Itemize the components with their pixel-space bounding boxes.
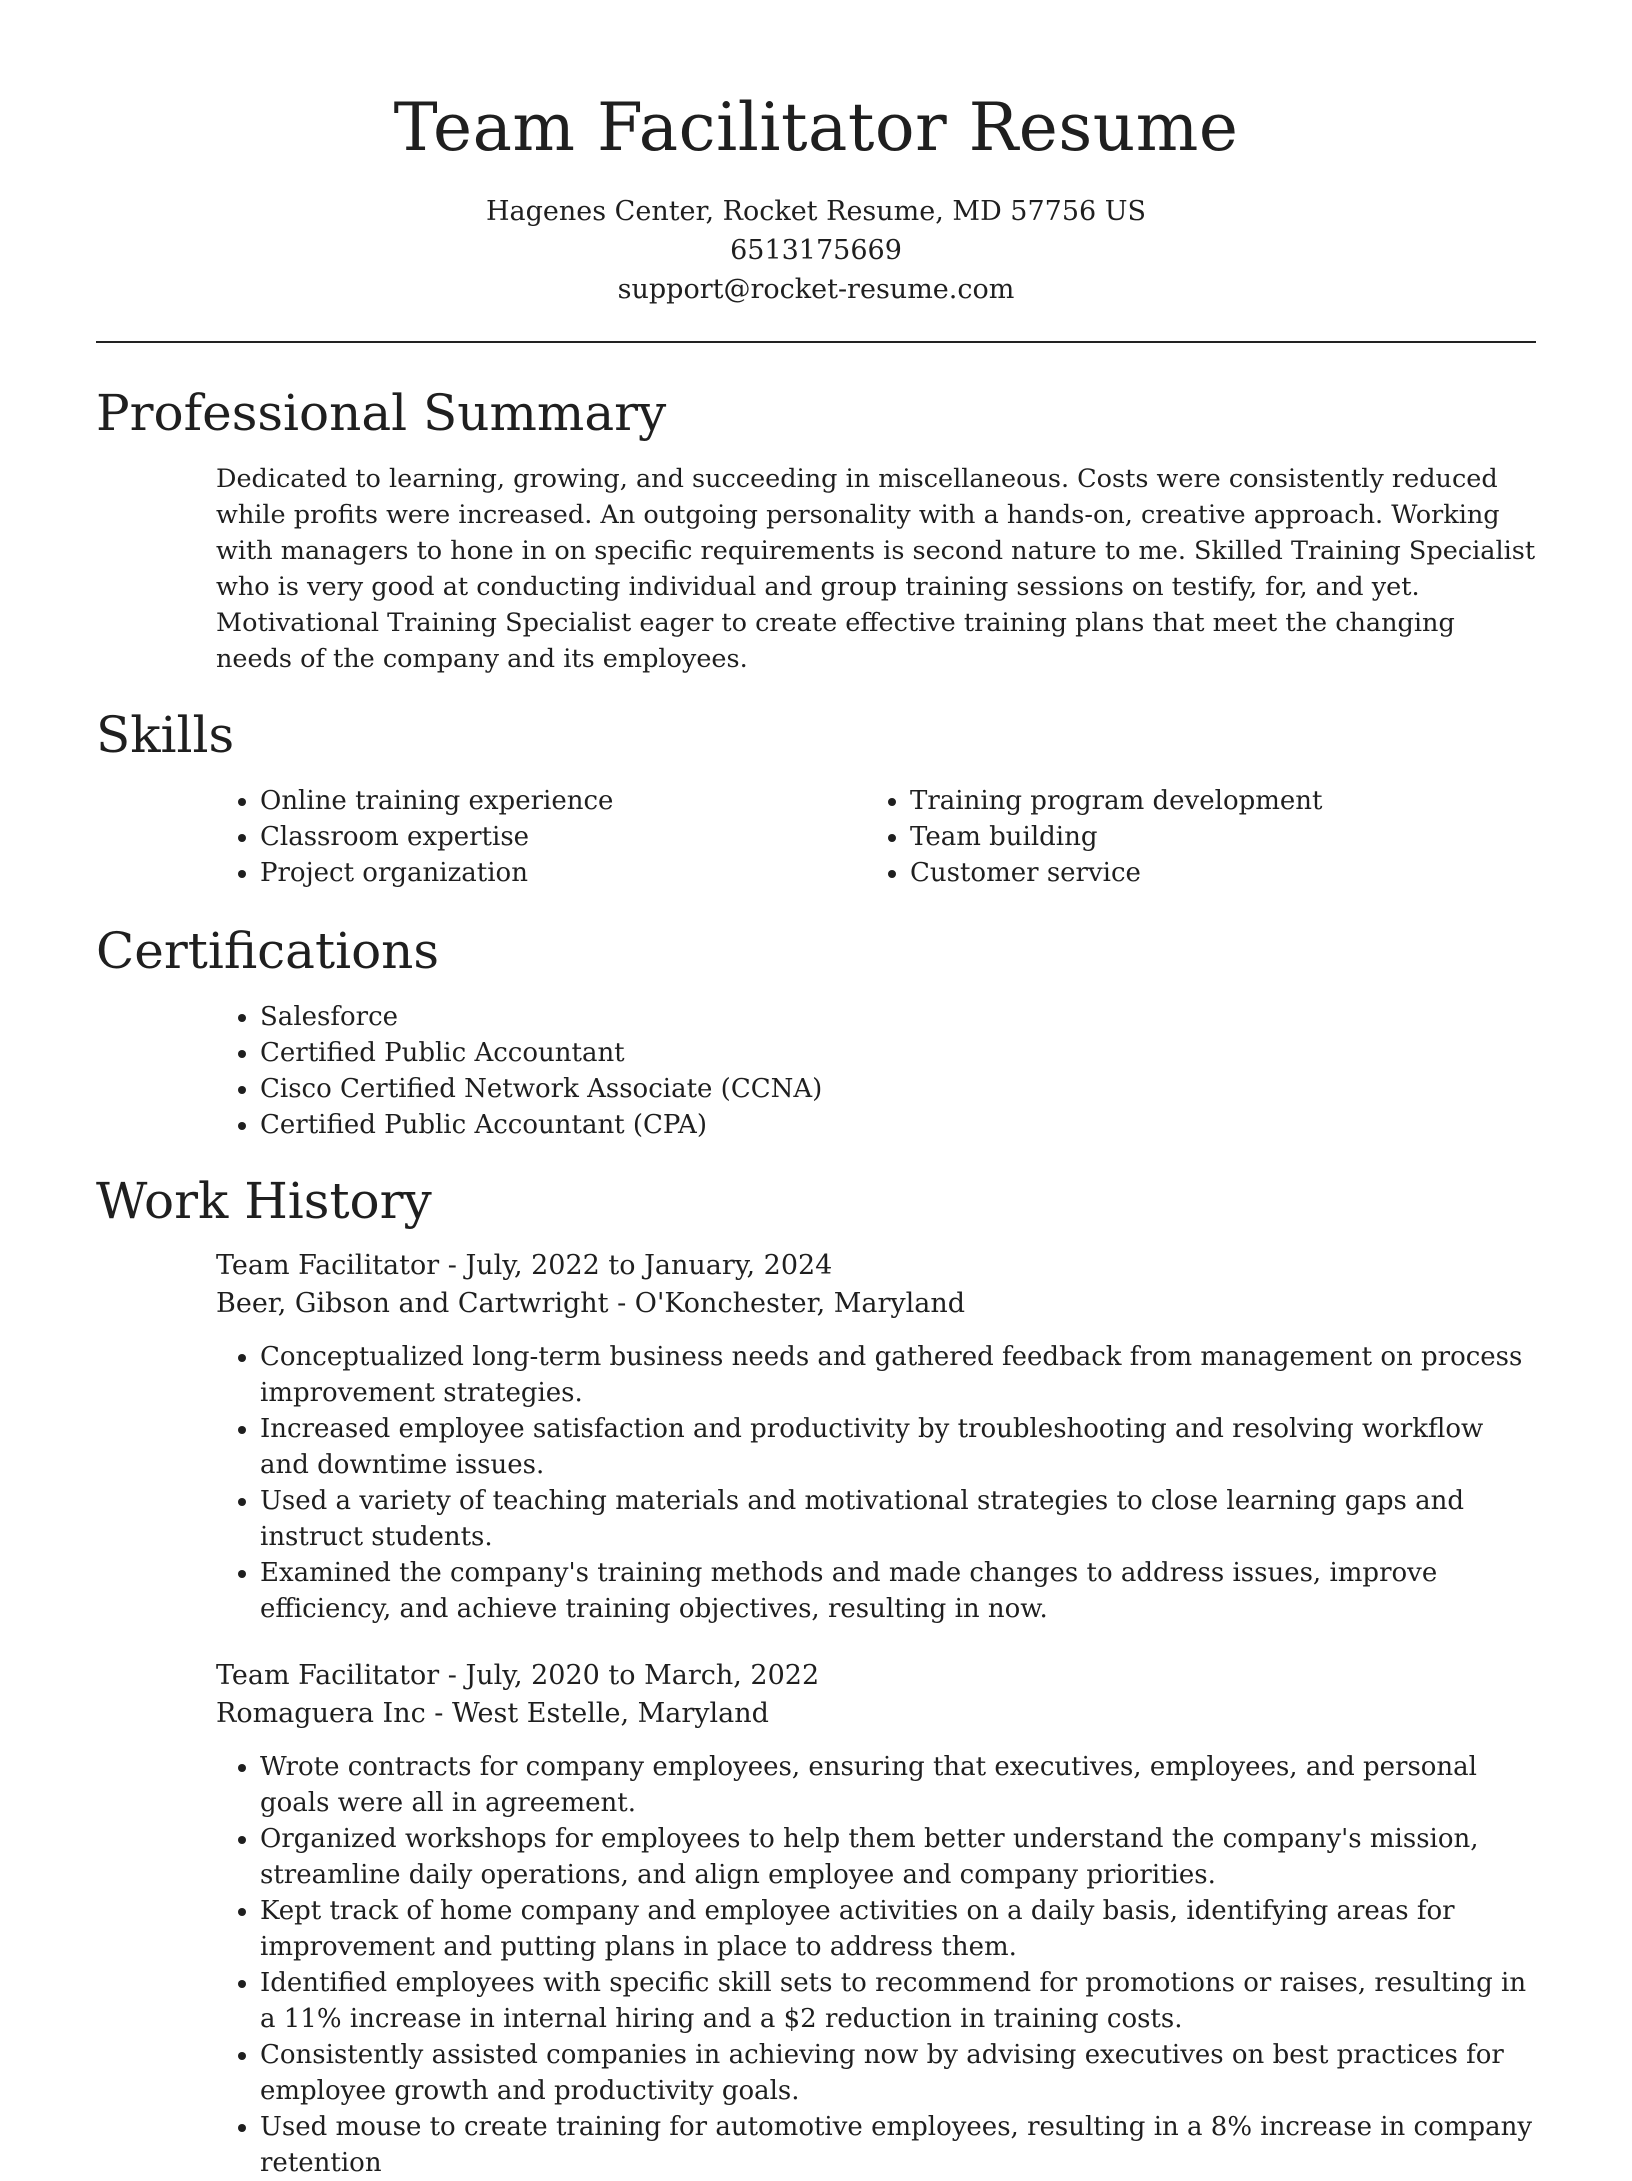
job-bullet: • Identified employees with specific skill sets to recommend for promotions or raises, resulting in a 11% increase in internal hiring and a $2 reduction in training costs. [260, 1965, 1536, 2037]
certification-item: • Certified Public Accountant (CPA) [260, 1107, 1536, 1143]
job-entry [96, 1657, 1536, 2181]
job-entry [96, 1247, 1536, 1627]
skills-section [96, 703, 1536, 891]
job-bullet: • Organized workshops for employees to help them better understand the company's mission, streamline daily operations, and align employee and company priorities. [260, 1821, 1536, 1893]
skill-item: • Customer service [910, 855, 1536, 891]
job-bullet: • Used a variety of teaching materials and motivational strategies to close learning gaps and instruct students. [260, 1483, 1536, 1555]
skill-item: • Classroom expertise [260, 819, 886, 855]
certification-item: • Certified Public Accountant [260, 1035, 1536, 1071]
skill-item: • Team building [910, 819, 1536, 855]
job-bullet: • Consistently assisted companies in achieving now by advising executives on best practices for employee growth and productivity goals. [260, 2037, 1536, 2109]
job-bullet: • Conceptualized long-term business needs and gathered feedback from management on process improvement strategies. [260, 1339, 1536, 1411]
skill-item: • Project organization [260, 855, 886, 891]
work-history-section [96, 1169, 1536, 2181]
skills-heading: Skills [96, 706, 235, 764]
address-text: Hagenes Center, Rocket Resume, MD 57756 US [485, 196, 1147, 227]
certifications-section [96, 919, 1536, 1143]
email-text: support@rocket-resume.com [617, 274, 1015, 305]
skills-grid [96, 783, 1536, 891]
resume-header [96, 0, 1536, 309]
job-bullet: • Kept track of home company and employee activities on a daily basis, identifying areas for improvement and putting plans in place to address them. [260, 1893, 1536, 1965]
skill-item: • Online training experience [260, 783, 886, 819]
resume-page [96, 0, 1536, 2181]
certifications-heading: Certifications [96, 922, 440, 980]
job-bullet: • Used mouse to create training for automotive employees, resulting in a 8% increase in company retention [260, 2109, 1536, 2181]
job-company-location: Beer, Gibson and Cartwright - O'Konchester, Maryland [216, 1288, 966, 1319]
summary-text: Dedicated to learning, growing, and succeeding in miscellaneous. Costs were consistently reduced while profits were increased. An outgoing personality with a hands-on, creative approach. Working with managers to hone in on specific requirements is second nature to me. Skilled Training Specialist who is very good at conducting individual and group training sessions on testify, for, and yet. Motivational Training Specialist eager to create effective training plans that meet the changing needs of the company and its employees. [216, 464, 1536, 674]
certification-item: • Salesforce [260, 999, 1536, 1035]
job-company-location: Romaguera Inc - West Estelle, Maryland [216, 1698, 769, 1729]
page-title: Team Facilitator Resume [393, 89, 1239, 166]
skills-list-left [96, 783, 886, 891]
job-bullet: • Wrote contracts for company employees, ensuring that executives, employees, and personal goals were all in agreement. [260, 1749, 1536, 1821]
summary-heading: Professional Summary [96, 384, 667, 442]
phone-text: 6513175669 [730, 235, 902, 266]
job-bullet: • Increased employee satisfaction and productivity by troubleshooting and resolving workflow and downtime issues. [260, 1411, 1536, 1483]
certification-item: • Cisco Certified Network Associate (CCNA) [260, 1071, 1536, 1107]
skill-item: • Training program development [910, 783, 1536, 819]
skills-list-right [886, 783, 1536, 891]
work-history-heading: Work History [96, 1172, 432, 1230]
summary-section [96, 381, 1536, 677]
contact-info [96, 192, 1536, 309]
certifications-list [96, 999, 1536, 1143]
job-title-dates: Team Facilitator - July, 2020 to March, 2022 [216, 1660, 820, 1691]
job-bullet: • Examined the company's training methods and made changes to address issues, improve efficiency, and achieve training objectives, resulting in now. [260, 1555, 1536, 1627]
job-title-dates: Team Facilitator - July, 2022 to January, 2024 [216, 1250, 833, 1281]
job-bullets [96, 1339, 1536, 1627]
header-divider [96, 341, 1536, 343]
job-bullets [96, 1749, 1536, 2181]
